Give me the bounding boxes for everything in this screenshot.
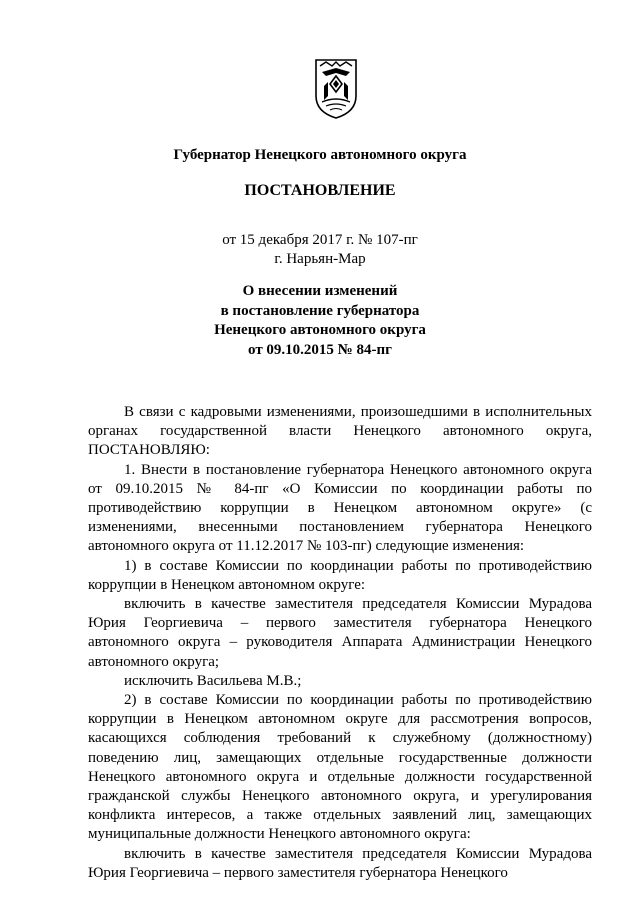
body-paragraph-exclude: исключить Васильева М.В.; (124, 672, 302, 689)
body-paragraph-item-1: 1. Внести в постановление губернатора Ненецкого автономного округа от 09.10.2015 № 84-пг «О Комиссии по координации работы по противодействию коррупции в Ненецком автономном округе» (с изменениями, внесенными постановлением губернатора Ненецкого автономного округа от 11.12.2017 № 103-пг) следующие изменения: (88, 461, 592, 555)
document-body (88, 403, 592, 883)
body-paragraph-subitem-1: 1) в составе Комиссии по координации работы по противодействию коррупции в Ненецком автономном округе: (88, 557, 592, 593)
subject-line: в постановление губернатора (220, 302, 420, 319)
org-title: Губернатор Ненецкого автономного округа (173, 147, 467, 163)
document-city: г. Нарьян-Мар (274, 251, 366, 267)
body-paragraph-include: включить в качестве заместителя председателя Комиссии Мурадова Юрия Георгиевича – первого заместителя губернатора Ненецкого автономного округа – руководителя Аппарата Администрации Ненецкого автономного округа; (88, 596, 592, 670)
document-type-title: ПОСТАНОВЛЕНИЕ (244, 182, 396, 199)
body-paragraph-include-2: включить в качестве заместителя председателя Комиссии Мурадова Юрия Георгиевича – первого заместителя губернатора Ненецкого (88, 845, 592, 881)
body-paragraph-subitem-2: 2) в составе Комиссии по координации работы по противодействию коррупции в Ненецком автономном округе для рассмотрения вопросов, касающихся соблюдения требований к служебному (должностному) поведению лиц, замещающих отдельные государственные должности Ненецкого автономного округа и отдельные должности государственной гражданской службы Ненецкого автономного округа, и урегулирования конфликта интересов, а также отдельных заявлений лиц, замещающих муниципальные должности Ненецкого автономного округа: (88, 692, 592, 843)
body-paragraph-preamble: В связи с кадровыми изменениями, произошедшими в исполнительных органах государственной власти Ненецкого автономного округа, ПОСТАНОВЛЯЮ: (88, 404, 592, 459)
document-subject (0, 282, 640, 360)
subject-line: от 09.10.2015 № 84-пг (248, 341, 392, 358)
subject-line: Ненецкого автономного округа (214, 322, 426, 338)
nenets-coat-of-arms-icon (312, 56, 360, 120)
document-date-number: от 15 декабря 2017 г. № 107-пг (222, 232, 418, 248)
subject-line: О внесении изменений (242, 283, 398, 299)
